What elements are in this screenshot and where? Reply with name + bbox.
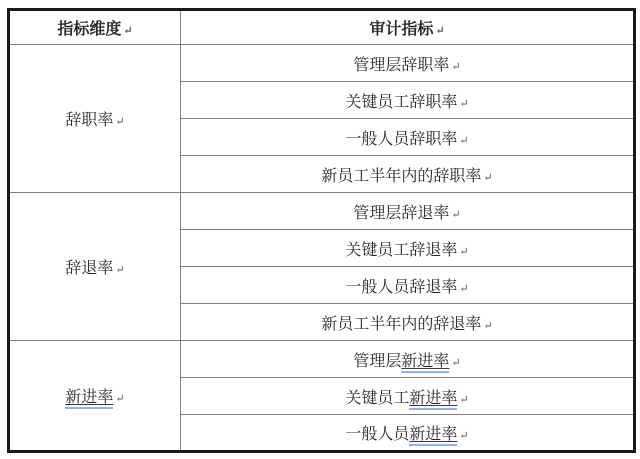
indicator-text: 管理层 <box>353 352 402 370</box>
paragraph-mark-icon: ↵ <box>459 245 469 258</box>
table-row <box>9 341 635 378</box>
header-row <box>9 10 635 45</box>
paragraph-mark-icon: ↵ <box>459 430 469 442</box>
dimension-cell <box>9 45 181 193</box>
indicator-text: 关键员工辞职率 <box>345 93 458 111</box>
paragraph-mark-icon: ↵ <box>459 282 469 295</box>
paragraph-mark-icon: ↵ <box>115 264 125 276</box>
indicator-text: 一般人员辞职率 <box>345 130 458 148</box>
indicator-cell <box>181 45 635 82</box>
indicator-cell <box>181 156 635 193</box>
indicator-cell <box>181 119 635 156</box>
dimension-text: 辞职率 <box>65 112 114 129</box>
indicator-text: 一般人员 <box>345 426 410 443</box>
paragraph-mark-icon: ↵ <box>435 25 445 37</box>
indicator-text: 一般人员辞退率 <box>345 278 458 296</box>
indicator-cell <box>181 230 635 267</box>
link-text[interactable]: 新进率 <box>401 353 449 373</box>
indicator-cell <box>181 378 635 415</box>
indicator-cell <box>181 341 635 378</box>
header-text: 审计指标 <box>369 21 434 38</box>
indicator-text: 新员工半年内的辞退率 <box>321 315 482 333</box>
table-row <box>9 45 635 82</box>
paragraph-mark-icon: ↵ <box>451 356 461 369</box>
paragraph-mark-icon: ↵ <box>459 393 469 406</box>
indicator-text: 管理层辞职率 <box>353 56 450 74</box>
dimension-text: 辞退率 <box>65 260 114 277</box>
indicator-text: 管理层辞退率 <box>353 204 450 222</box>
header-text: 指标维度 <box>57 21 122 38</box>
indicator-cell <box>181 82 635 119</box>
link-text[interactable]: 新进率 <box>409 426 457 446</box>
paragraph-mark-icon: ↵ <box>459 97 469 110</box>
dimension-cell <box>9 341 181 452</box>
paragraph-mark-icon: ↵ <box>115 116 125 128</box>
link-text[interactable]: 新进率 <box>65 389 113 409</box>
indicator-text: 新员工半年内的辞职率 <box>321 167 482 185</box>
paragraph-mark-icon: ↵ <box>123 25 133 37</box>
paragraph-mark-icon: ↵ <box>483 171 493 184</box>
paragraph-mark-icon: ↵ <box>459 134 469 147</box>
paragraph-mark-icon: ↵ <box>451 60 461 73</box>
paragraph-mark-icon: ↵ <box>483 319 493 332</box>
indicator-cell <box>181 415 635 452</box>
link-text[interactable]: 新进率 <box>409 390 457 410</box>
indicator-cell <box>181 304 635 341</box>
column-header-indicator <box>181 10 635 45</box>
indicator-cell <box>181 267 635 304</box>
indicator-text: 关键员工辞退率 <box>345 241 458 259</box>
audit-indicator-table <box>7 8 636 453</box>
indicator-cell <box>181 193 635 230</box>
paragraph-mark-icon: ↵ <box>451 208 461 221</box>
dimension-cell <box>9 193 181 341</box>
paragraph-mark-icon: ↵ <box>115 393 125 405</box>
indicator-text: 关键员工 <box>345 389 410 407</box>
table-row <box>9 193 635 230</box>
column-header-dimension <box>9 10 181 45</box>
